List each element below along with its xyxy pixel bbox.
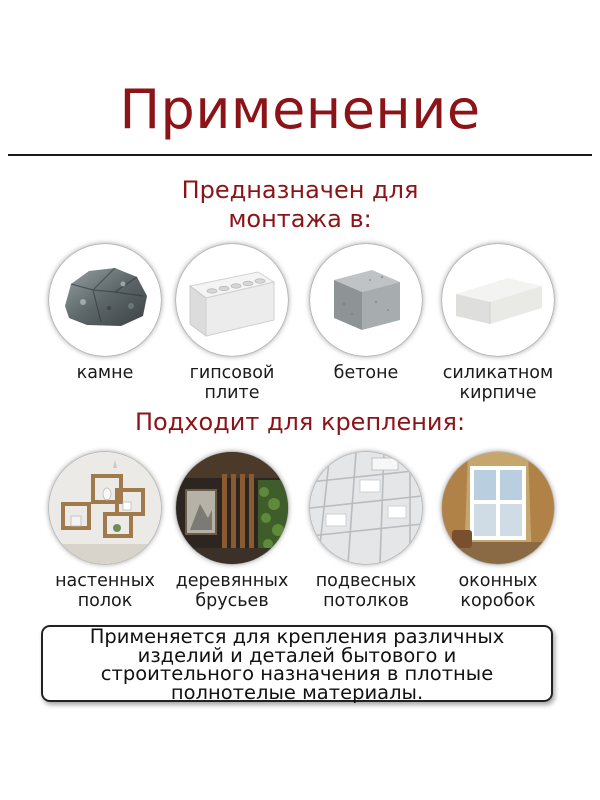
mount-heading-line2: монтажа в: (228, 205, 372, 233)
use-item-shelves (35, 452, 175, 611)
material-label: силикатном кирпиче (442, 363, 554, 403)
concrete-block-photo-icon (310, 244, 422, 356)
stone-photo-icon (49, 244, 161, 356)
material-label: гипсовой плите (189, 363, 275, 403)
material-item-stone (35, 244, 175, 383)
mount-heading-line1: Предназначен для (181, 176, 419, 204)
description-line: строительного назначения в плотные (100, 662, 494, 685)
wooden-beams-photo-icon (176, 452, 288, 564)
wall-shelves-photo-icon (49, 452, 161, 564)
use-label: подвесных потолков (315, 571, 417, 611)
use-label: настенных полок (55, 571, 155, 611)
material-label: камне (76, 363, 134, 383)
material-item-gypsum (162, 244, 302, 403)
suspended-ceiling-photo-icon (310, 452, 422, 564)
fasten-heading: Подходит для крепления: (134, 408, 466, 436)
use-label: деревянных брусьев (175, 571, 289, 611)
description-line: Применяется для крепления различных (89, 625, 505, 648)
description-line: полнотелые материалы. (170, 680, 424, 704)
use-item-suspended-ceiling (296, 452, 436, 611)
gypsum-board-photo-icon (176, 244, 288, 356)
silicate-brick-photo-icon (442, 244, 554, 356)
mount-heading (0, 176, 600, 234)
use-label: оконных коробок (458, 571, 538, 611)
material-label: бетоне (333, 363, 399, 383)
material-item-concrete (296, 244, 436, 383)
title-divider (8, 154, 592, 156)
use-item-wooden-beams (162, 452, 302, 611)
description-line: изделий и деталей бытового и (137, 643, 457, 667)
description-box (41, 625, 553, 702)
material-item-silicate-brick (428, 244, 568, 403)
page-title: Применение (119, 78, 481, 141)
window-frame-photo-icon (442, 452, 554, 564)
use-item-window-frame (428, 452, 568, 611)
